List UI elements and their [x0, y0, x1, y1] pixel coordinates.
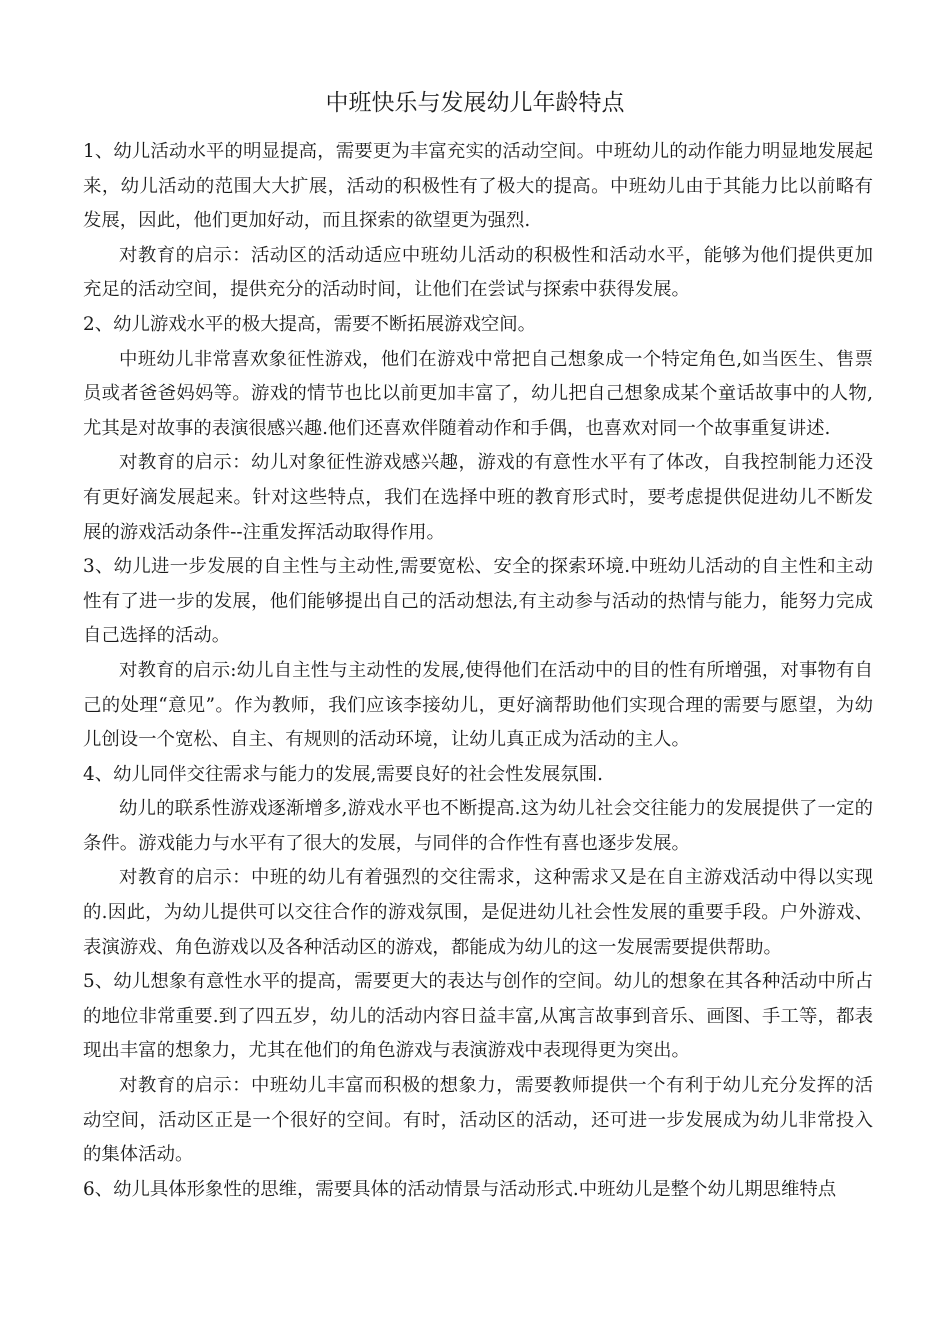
paragraph-point-6: 6、幼儿具体形象性的思维，需要具体的活动情景与活动形式.中班幼儿是整个幼儿期思维特点 — [83, 1178, 837, 1200]
paragraph-implication-2: 对教育的启示：幼儿对象征性游戏感兴趣，游戏的有意性水平有了体改，自我控制能力还没有更好滴发展起来。针对这些特点，我们在选择中班的教育形式时，要考虑提供促进幼儿不断发展的游戏活动条件--注重发挥活动取得作用。 — [83, 452, 873, 543]
paragraph-point-2: 2、幼儿游戏水平的极大提高，需要不断拓展游戏空间。 — [83, 313, 537, 335]
paragraph-implication-5: 对教育的启示：中班幼儿丰富而积极的想象力，需要教师提供一个有利于幼儿充分发挥的活动空间，活动区正是一个很好的空间。有时，活动区的活动，还可进一步发展成为幼儿非常投入的集体活动。 — [83, 1075, 873, 1166]
paragraph-point-1: 1、幼儿活动水平的明显提高，需要更为丰富充实的活动空间。中班幼儿的动作能力明显地发展起来，幼儿活动的范围大大扩展，活动的积极性有了极大的提高。中班幼儿由于其能力比以前略有发展，因此，他们更加好动，而且探索的欲望更为强烈. — [83, 141, 873, 232]
paragraph-detail-4: 幼儿的联系性游戏逐渐增多,游戏水平也不断提高.这为幼儿社会交往能力的发展提供了一定的条件。游戏能力与水平有了很大的发展，与同伴的合作性有喜也逐步发展。 — [83, 798, 873, 854]
paragraph-point-4: 4、幼儿同伴交往需求与能力的发展,需要良好的社会性发展氛围. — [83, 763, 603, 785]
paragraph-implication-4: 对教育的启示：中班的幼儿有着强烈的交往需求，这种需求又是在自主游戏活动中得以实现的.因此，为幼儿提供可以交往合作的游戏氛围，是促进幼儿社会性发展的重要手段。户外游戏、表演游戏、角色游戏以及各种活动区的游戏，都能成为幼儿的这一发展需要提供帮助。 — [83, 867, 873, 958]
paragraph-point-3: 3、幼儿进一步发展的自主性与主动性,需要宽松、安全的探索环境.中班幼儿活动的自主性和主动性有了进一步的发展，他们能够提出自己的活动想法,有主动参与活动的热情与能力，能努力完成自己选择的活动。 — [83, 556, 873, 647]
page-title: 中班快乐与发展幼儿年龄特点 — [325, 90, 625, 116]
paragraph-detail-2: 中班幼儿非常喜欢象征性游戏，他们在游戏中常把自己想象成一个特定角色,如当医生、售票员或者爸爸妈妈等。游戏的情节也比以前更加丰富了，幼儿把自己想象成某个童话故事中的人物,尤其是对故事的表演很感兴趣.他们还喜欢伴随着动作和手偶，也喜欢对同一个故事重复讲述. — [83, 348, 873, 439]
paragraph-point-5: 5、幼儿想象有意性水平的提高，需要更大的表达与创作的空间。幼儿的想象在其各种活动中所占的地位非常重要.到了四五岁，幼儿的活动内容日益丰富,从寓言故事到音乐、画图、手工等，都表现出丰富的想象力，尤其在他们的角色游戏与表演游戏中表现得更为突出。 — [83, 971, 873, 1062]
paragraph-implication-3: 对教育的启示:幼儿自主性与主动性的发展,使得他们在活动中的目的性有所增强，对事物有自己的处理“意见”。作为教师，我们应该李接幼儿，更好滴帮助他们实现合理的需要与愿望，为幼儿创设一个宽松、自主、有规则的活动环境，让幼儿真正成为活动的主人。 — [83, 659, 873, 751]
paragraph-implication-1: 对教育的启示：活动区的活动适应中班幼儿活动的积极性和活动水平，能够为他们提供更加充足的活动空间，提供充分的活动时间，让他们在尝试与探索中获得发展。 — [83, 244, 873, 301]
document-body — [83, 135, 873, 1207]
